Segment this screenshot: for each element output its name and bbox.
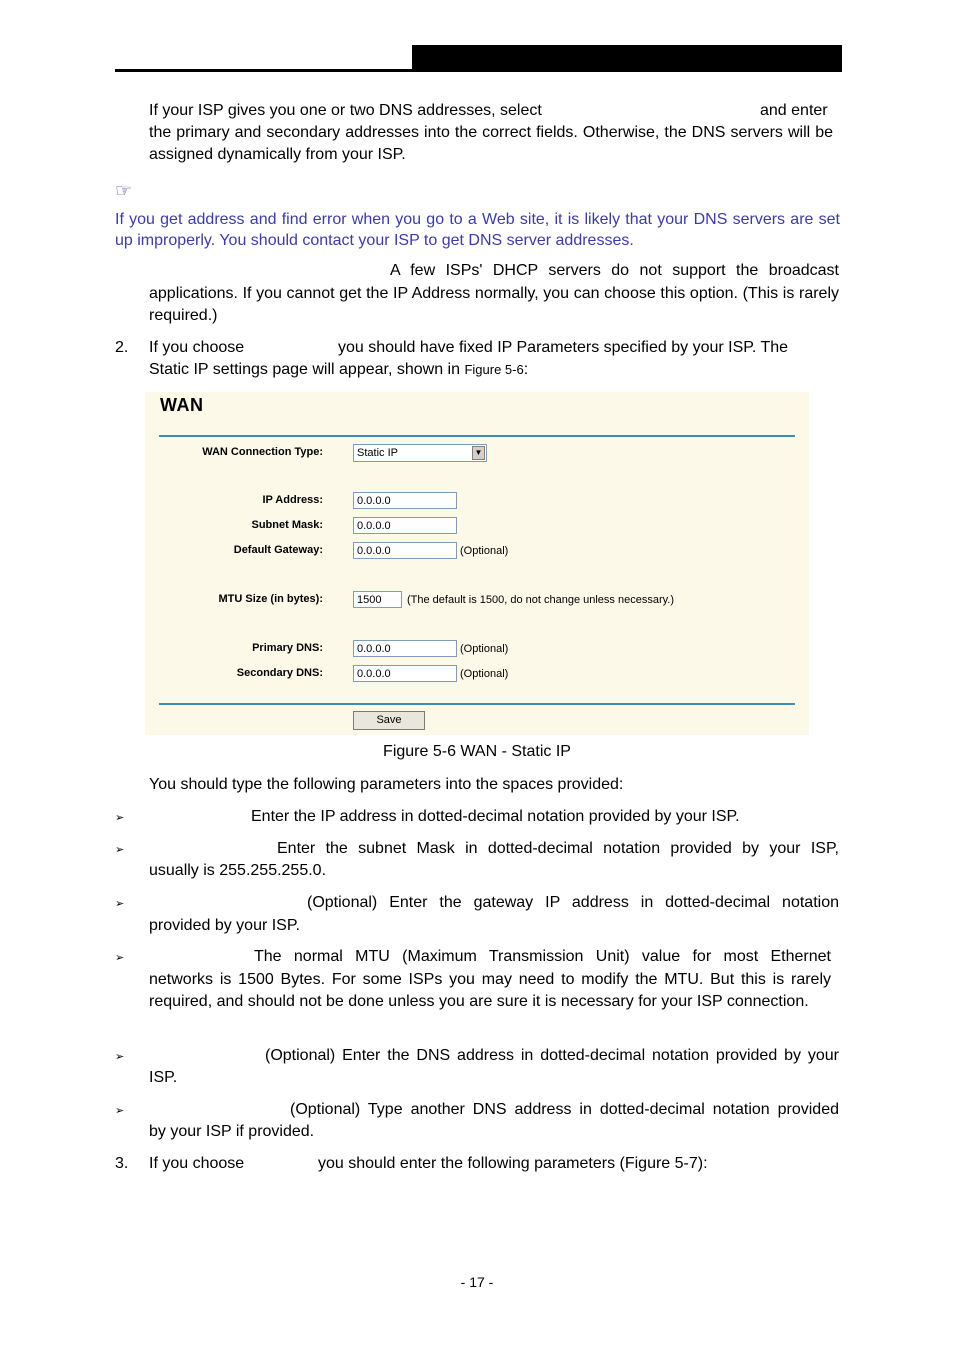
mtu-size-label: MTU Size (in bytes): (218, 593, 323, 605)
secondary-dns-label: Secondary DNS: (236, 667, 323, 679)
dns-intro-line1-right: and enter (760, 102, 828, 119)
subnet-mask-input[interactable]: 0.0.0.0 (353, 517, 457, 534)
bullet-gateway-line1: (Optional) Enter the gateway IP address in dotted-decimal notation (307, 894, 839, 911)
step2-line2-end: : (523, 361, 529, 378)
dns-intro-rest: the primary and secondary addresses into the correct fields. Otherwise, the DNS servers will be assigned dynamically from your ISP. (149, 124, 833, 163)
default-gateway-input[interactable]: 0.0.0.0 (353, 542, 457, 559)
page-number: - 17 - (460, 1274, 494, 1290)
bullet-gateway-line2: provided by your ISP. (149, 917, 300, 934)
bullet-ip-address: Enter the IP address in dotted-decimal notation provided by your ISP. (251, 808, 740, 825)
step2-line2 (149, 359, 528, 381)
step3-number: 3. (115, 1155, 129, 1172)
bullet-primary-dns-line2: ISP. (149, 1069, 178, 1086)
bullet-primary-dns-line1: (Optional) Enter the DNS address in dotted-decimal notation provided by your (265, 1047, 839, 1064)
bottom-divider (159, 703, 795, 705)
step2-line1-right: you should have fixed IP Parameters specified by your ISP. The (338, 339, 789, 356)
mtu-hint: (The default is 1500, do not change unless necessary.) (407, 594, 675, 606)
ip-address-label: IP Address: (262, 494, 323, 506)
wan-static-ip-figure (145, 392, 809, 735)
unicast-rest: applications. If you cannot get the IP Address normally, you can choose this option. (This is rarely required.) (149, 285, 839, 324)
save-button[interactable]: Save (353, 711, 425, 730)
bullet-mtu-rest: networks is 1500 Bytes. For some ISPs you may need to modify the MTU. But this is rarely required, and should not be done unless you are sure it is necessary for your ISP connection. (149, 971, 831, 1010)
wan-title: WAN (160, 395, 204, 415)
params-intro: You should type the following parameters into the spaces provided: (149, 776, 624, 793)
header-rule (115, 69, 842, 72)
primary-dns-input[interactable]: 0.0.0.0 (353, 640, 457, 657)
connection-type-label: WAN Connection Type: (202, 446, 323, 458)
step2-line1-left: If you choose (149, 339, 245, 356)
arrow-bullet-icon: ➢ (115, 844, 125, 856)
arrow-bullet-icon: ➢ (115, 898, 125, 910)
unicast-line1: A few ISPs' DHCP servers do not support the broadcast (390, 262, 839, 279)
bullet-subnet-line2: usually is 255.255.255.0. (149, 862, 327, 879)
bullet-mtu-line1: The normal MTU (Maximum Transmission Unit) value for most Ethernet (254, 948, 831, 965)
step3-right: you should enter the following parameters (Figure 5-7): (318, 1155, 708, 1172)
dns-intro-line1-left: If your ISP gives you one or two DNS addresses, select (149, 102, 542, 119)
top-divider (159, 435, 795, 437)
primary-dns-label: Primary DNS: (252, 642, 323, 654)
pointing-hand-icon: ☞ (115, 181, 133, 202)
connection-type-select[interactable] (353, 444, 487, 462)
dns-note: If you get address and find error when you go to a Web site, it is likely that your DNS servers are set up improperly. You should contact your ISP to get DNS server addresses. (115, 211, 840, 249)
gateway-optional-hint: (Optional) (460, 545, 509, 557)
header-bar (412, 45, 842, 72)
figure-caption: Figure 5-6 WAN - Static IP (383, 743, 571, 760)
arrow-bullet-icon: ➢ (115, 812, 125, 824)
step2-line2-text: Static IP settings page will appear, shown in (149, 361, 460, 378)
arrow-bullet-icon: ➢ (115, 1105, 125, 1117)
primary-dns-optional-hint: (Optional) (460, 643, 509, 655)
secondary-dns-optional-hint: (Optional) (460, 668, 509, 680)
bullet-secondary-dns-line2: by your ISP if provided. (149, 1123, 315, 1140)
subnet-mask-label: Subnet Mask: (251, 519, 323, 531)
bullet-secondary-dns-line1: (Optional) Type another DNS address in dotted-decimal notation provided (290, 1101, 839, 1118)
default-gateway-label: Default Gateway: (233, 544, 323, 556)
ip-address-input[interactable]: 0.0.0.0 (353, 492, 457, 509)
bullet-subnet-line1: Enter the subnet Mask in dotted-decimal notation provided by your ISP, (277, 840, 839, 857)
secondary-dns-input[interactable]: 0.0.0.0 (353, 665, 457, 682)
mtu-size-input[interactable]: 1500 (353, 591, 402, 608)
connection-type-value: Static IP (357, 447, 398, 459)
arrow-bullet-icon: ➢ (115, 952, 125, 964)
figure-reference: Figure 5-6 (464, 362, 524, 377)
step3-left: If you choose (149, 1155, 245, 1172)
arrow-bullet-icon: ➢ (115, 1051, 125, 1063)
step2-number: 2. (115, 339, 129, 356)
chevron-down-icon[interactable]: ▼ (472, 446, 485, 460)
